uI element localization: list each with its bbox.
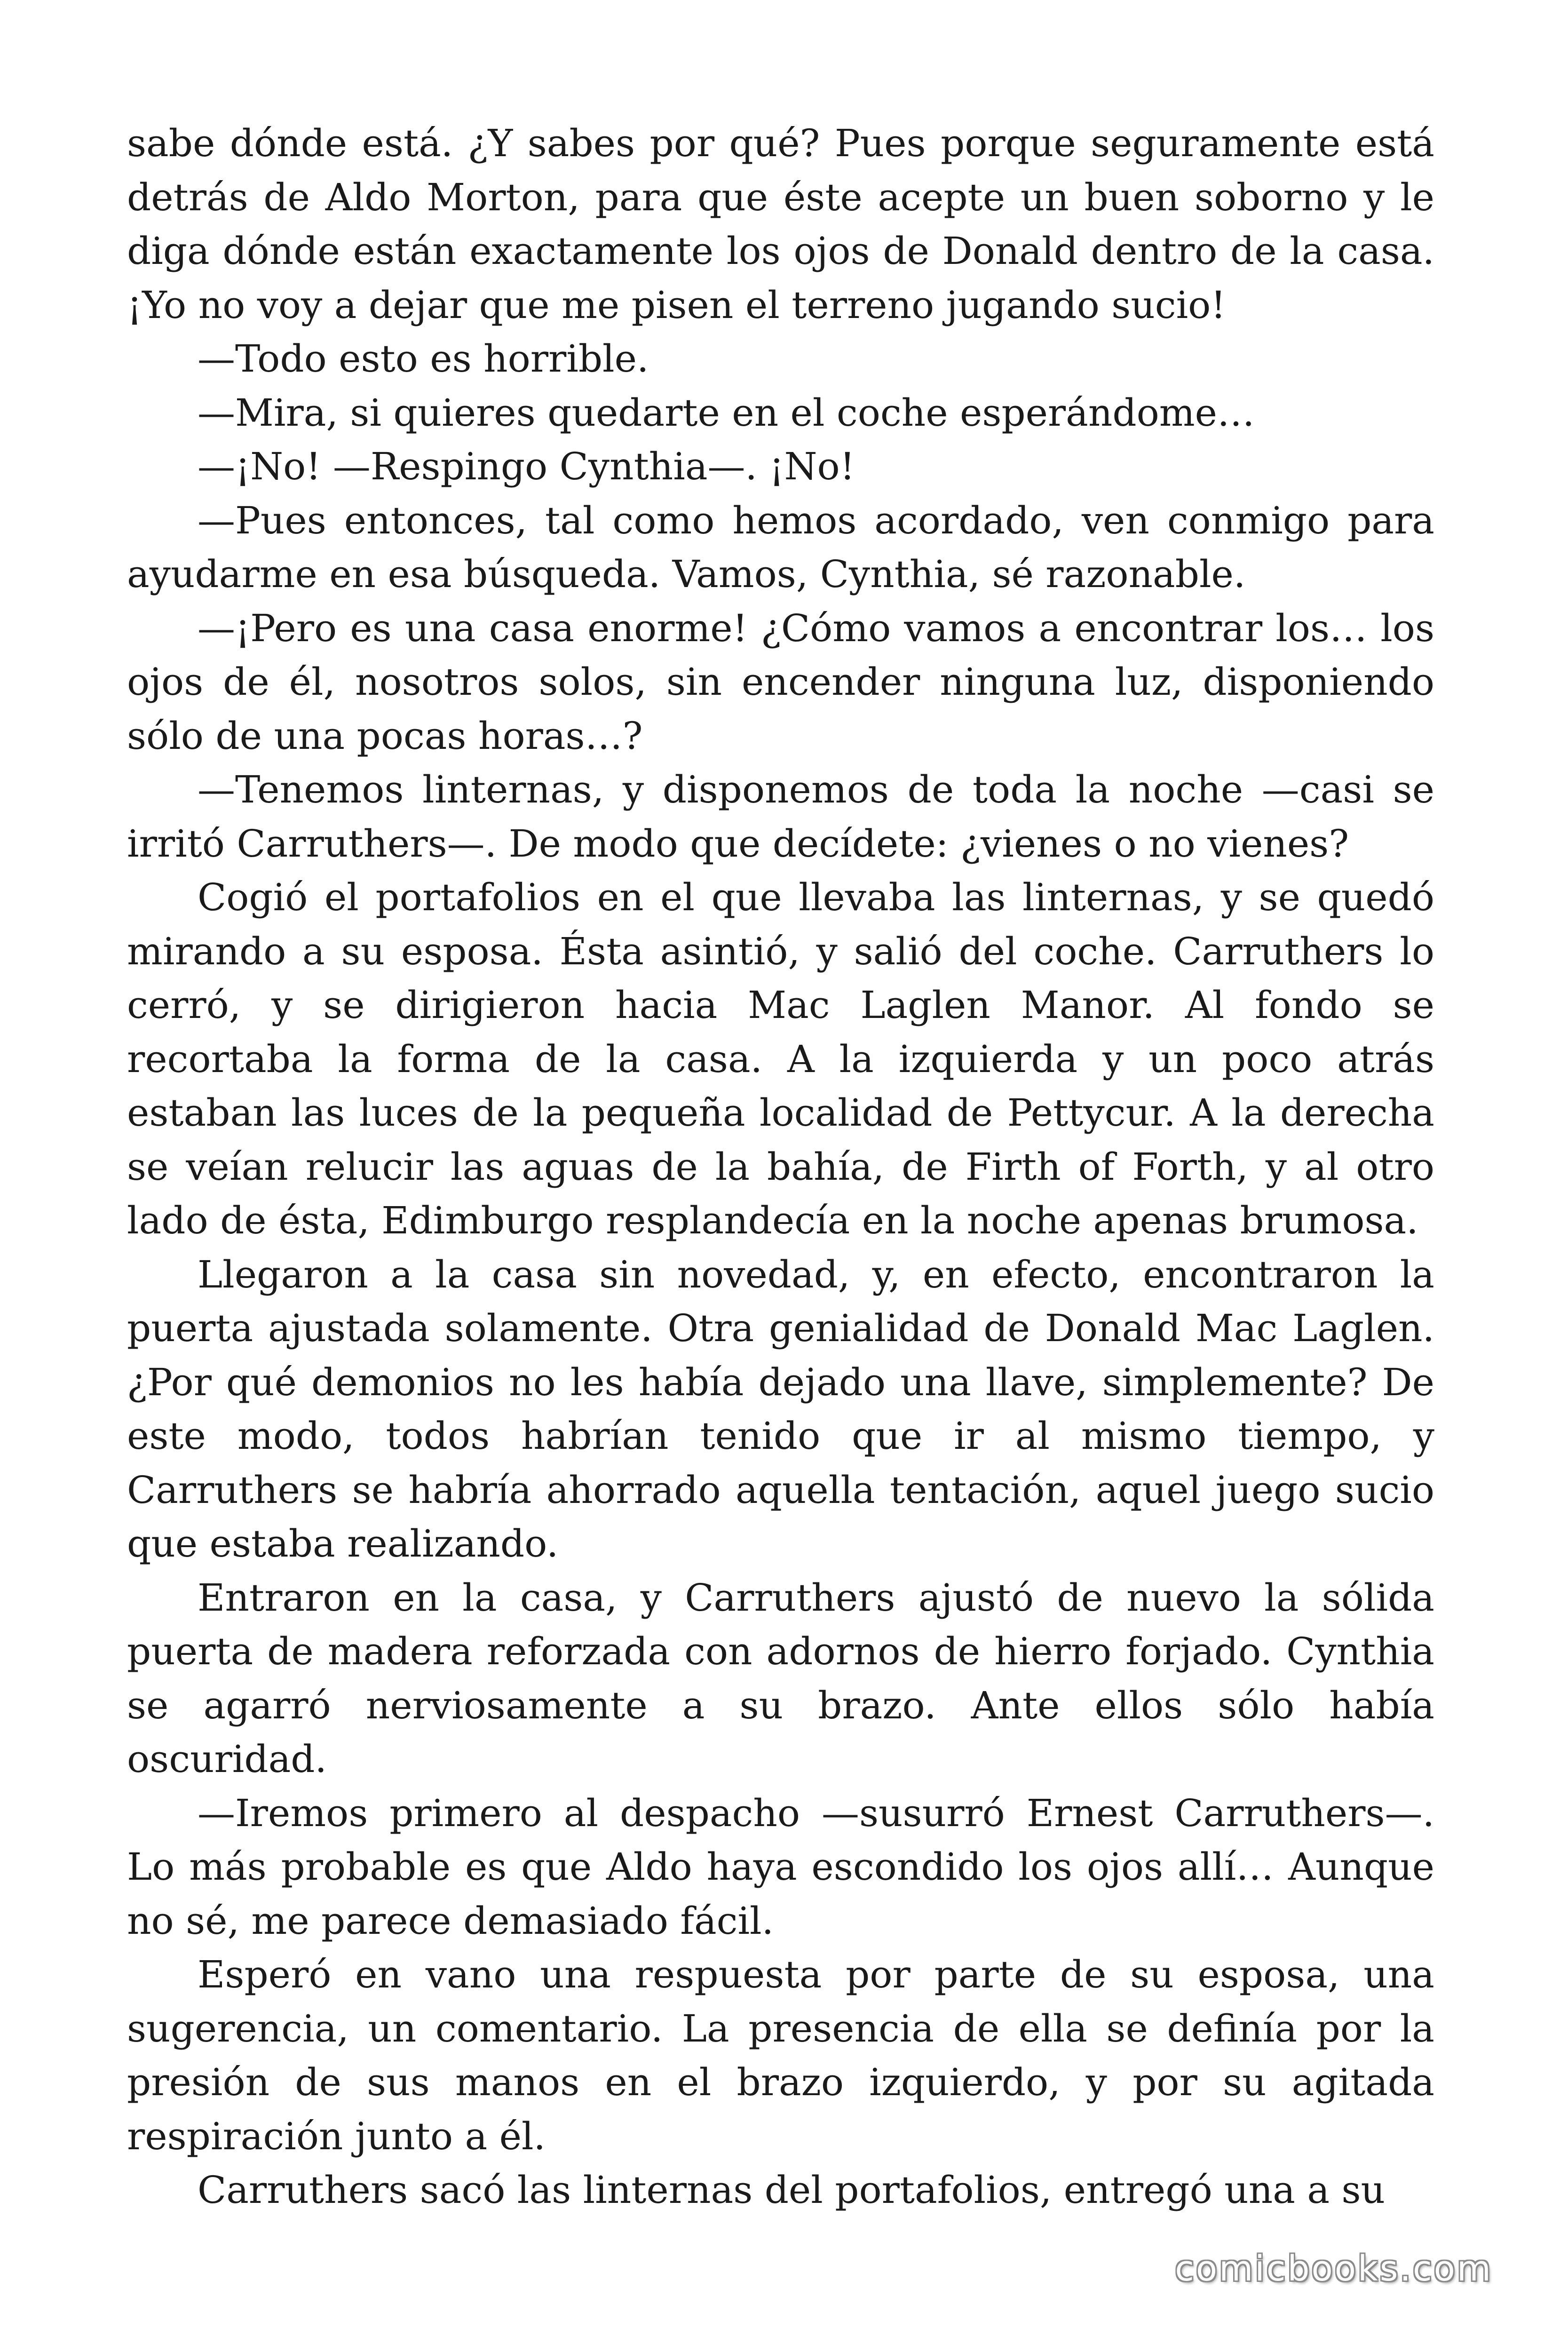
paragraph-dialogue: —Pues entonces, tal como hemos acordado, ven conmigo para ayudarme en esa búsqueda. Vamos, Cynthia, sé razonable. bbox=[127, 498, 1434, 596]
paragraph-dialogue: —¡Pero es una casa enorme! ¿Cómo vamos a encontrar los… los ojos de él, nosotros solos, sin encender ninguna luz, disponiendo sólo de una pocas horas…? bbox=[127, 606, 1434, 758]
paragraph-dialogue: —Iremos primero al despacho —susurró Ernest Carruthers—. Lo más probable es que Aldo haya escondido los ojos allí… Aunque no sé, me parece demasiado fácil. bbox=[127, 1791, 1434, 1943]
paragraph-dialogue: —Mira, si quieres quedarte en el coche esperándome… bbox=[198, 390, 1255, 435]
paragraph-narration: Cogió el portafolios en el que llevaba las linternas, y se quedó mirando a su esposa. Ésta asintió, y salió del coche. Carruthers lo cerró, y se dirigieron hacia Mac Laglen Manor. Al fondo se recortaba la forma de la casa. A la izquierda y un poco atrás estaban las luces de la pequeña localidad de Pettycur. A la derecha se veían relucir las aguas de la bahía, de Firth of Forth, y al otro lado de ésta, Edimburgo resplandecía en la noche apenas brumosa. bbox=[127, 875, 1434, 1242]
paragraph-dialogue: —¡No! —Respingo Cynthia—. ¡No! bbox=[198, 445, 855, 488]
paragraph-narration: Llegaron a la casa sin novedad, y, en efecto, encontraron la puerta ajustada solamente. Otra genialidad de Donald Mac Laglen. ¿Por qué demonios no les había dejado una llave, simplemente? De este modo, todos habrían tenido que ir al mismo tiempo, y Carruthers se habría ahorrado aquella tentación, aquel juego sucio que estaba realizando. bbox=[127, 1252, 1434, 1565]
paragraph-narration: Entraron en la casa, y Carruthers ajustó de nuevo la sólida puerta de madera reforzada con adornos de hierro forjado. Cynthia se agarró nerviosamente a su brazo. Ante ellos sólo había oscuridad. bbox=[127, 1575, 1434, 1781]
paragraph-continuation: sabe dónde está. ¿Y sabes por qué? Pues porque seguramente está detrás de Aldo Morton, para que éste acepte un buen soborno y le diga dónde están exactamente los ojos de Donald dentro de la casa. ¡Yo no voy a dejar que me pisen el terreno jugando sucio! bbox=[127, 121, 1434, 327]
watermark: comicbooks.com bbox=[1175, 2249, 1493, 2289]
paragraph-dialogue: —Todo esto es horrible. bbox=[198, 337, 649, 381]
body-text bbox=[127, 117, 1434, 2217]
paragraph-dialogue: —Tenemos linternas, y disponemos de toda la noche —casi se irritó Carruthers—. De modo que decídete: ¿vienes o no vienes? bbox=[127, 768, 1434, 866]
paragraph-narration: Carruthers sacó las linternas del portafolios, entregó una a su bbox=[198, 2168, 1386, 2212]
paragraph-narration: Esperó en vano una respuesta por parte de su esposa, una sugerencia, un comentario. La presencia de ella se definía por la presión de sus manos en el brazo izquierdo, y por su agitada respiración junto a él. bbox=[127, 1953, 1434, 2158]
